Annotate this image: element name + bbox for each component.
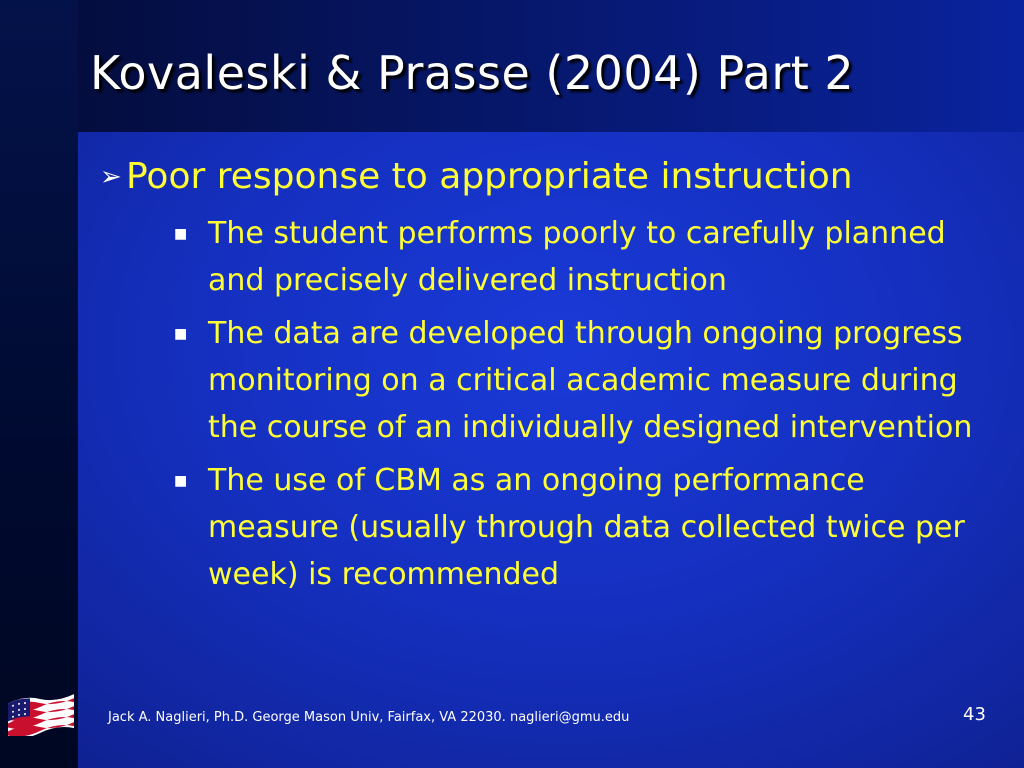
square-bullet-icon: ■ bbox=[174, 226, 188, 242]
sub-bullet-item bbox=[172, 457, 1000, 598]
sub-bullet-text: The use of CBM as an ongoing performance measure (usually through data collected twice per week) is recommended bbox=[208, 463, 965, 592]
square-bullet-icon: ■ bbox=[174, 326, 188, 342]
slide-title: Kovaleski & Prasse (2004) Part 2 bbox=[90, 46, 855, 100]
page-number: 43 bbox=[963, 704, 986, 725]
arrow-bullet-icon: ➢ bbox=[100, 162, 122, 192]
sub-bullet-list bbox=[170, 210, 1000, 598]
slide-body bbox=[100, 150, 1000, 598]
square-bullet-icon: ■ bbox=[174, 473, 188, 489]
sub-bullet-text: The student performs poorly to carefully planned and precisely delivered instruction bbox=[208, 216, 946, 298]
slide-footer: Jack A. Naglieri, Ph.D. George Mason Univ, Fairfax, VA 22030. naglieri@gmu.edu bbox=[108, 710, 630, 725]
sub-bullet-item bbox=[172, 210, 1000, 304]
left-band bbox=[0, 0, 78, 768]
sub-bullet-item bbox=[172, 310, 1000, 451]
sub-bullet-text: The data are developed through ongoing progress monitoring on a critical academic measure during the course of an individually designed intervention bbox=[208, 316, 973, 445]
main-bullet-text: Poor response to appropriate instruction bbox=[126, 156, 853, 197]
main-bullet bbox=[100, 150, 1000, 204]
american-flag-icon bbox=[4, 688, 78, 736]
